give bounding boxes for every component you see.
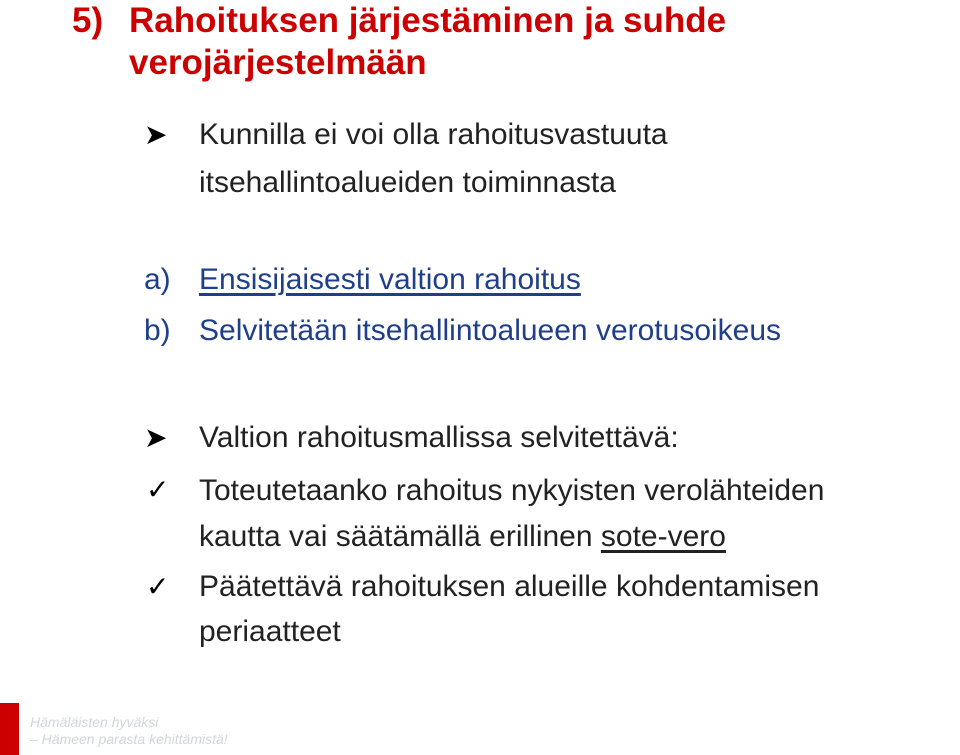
bullet2-text: Valtion rahoitusmallissa selvitettävä: [199, 421, 679, 454]
arrow-bullet-icon: ➤ [144, 119, 168, 150]
checkmark-icon: ✓ [146, 474, 170, 505]
checkmark-icon: ✓ [146, 571, 170, 602]
footer-line2: – Hämeen parasta kehittämistä! [30, 731, 228, 747]
footer-accent-bar [0, 703, 19, 755]
check1-line2-prefix: kautta vai säätämällä erillinen [199, 520, 601, 553]
option-a-text[interactable]: Ensisijaisesti valtion rahoitus [199, 263, 581, 296]
bullet1-line2: itsehallintoalueiden toiminnasta [199, 166, 616, 199]
option-a-marker: a) [144, 263, 171, 296]
option-b-marker: b) [144, 314, 171, 347]
check1-line1: Toteutetaanko rahoitus nykyisten verolähteiden [199, 474, 825, 507]
footer-line1: Hämäläisten hyväksi [30, 714, 159, 730]
slide-title-text: Rahoituksen järjestäminen ja suhde verojärjestelmään [129, 1, 727, 82]
check2-line2: periaatteet [199, 615, 341, 648]
bullet1-line1: Kunnilla ei voi olla rahoitusvastuuta [199, 118, 668, 151]
arrow-bullet-icon: ➤ [144, 422, 168, 453]
slide-number: 5) [72, 1, 104, 40]
sote-vero-link[interactable]: sote-vero [600, 520, 726, 553]
option-b-text: Selvitetään itsehallintoalueen verotusoikeus [199, 314, 782, 347]
check1-line2 [199, 520, 726, 554]
check2-line1: Päätettävä rahoituksen alueille kohdentamisen [199, 570, 820, 603]
